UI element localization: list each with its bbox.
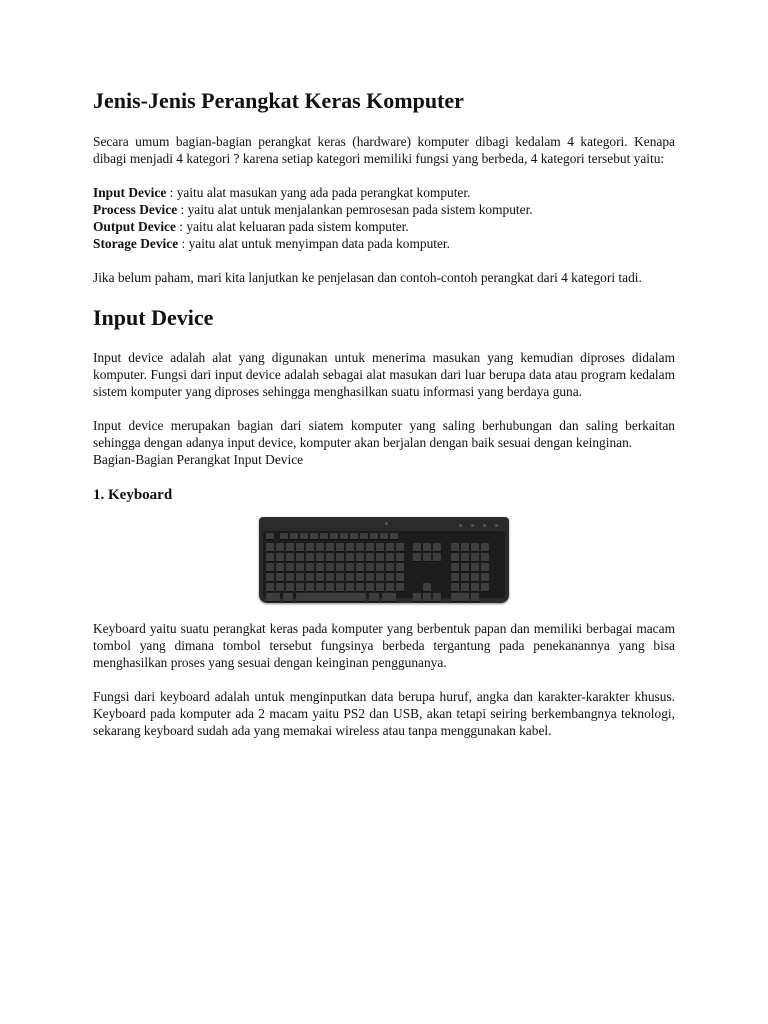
keyboard-key	[461, 573, 469, 582]
keyboard-key	[296, 593, 366, 602]
keyboard-key	[306, 573, 314, 582]
keyboard-key	[390, 533, 398, 540]
keyboard-key	[336, 563, 344, 572]
keyboard-key	[286, 563, 294, 572]
keyboard-key	[423, 543, 431, 552]
keyboard-key	[316, 573, 324, 582]
keyboard-paragraph-1: Keyboard yaitu suatu perangkat keras pada komputer yang berbentuk papan dan memiliki berbagai macam tombol yang dimana tombol tersebut fungsinya berbeda tergantung pada penekanannya yang bisa menghasilkan proses yang sesuai dengan keinginan penggunanya.	[93, 621, 675, 670]
keyboard-key	[471, 543, 479, 552]
keyboard-image	[259, 517, 509, 603]
category-name: Storage Device	[93, 236, 179, 251]
keyboard-key	[451, 583, 459, 592]
keyboard-key	[320, 533, 328, 540]
keyboard-key	[423, 553, 431, 562]
keyboard-key	[396, 583, 404, 592]
keyboard-key	[306, 543, 314, 552]
keyboard-key	[366, 583, 374, 592]
keyboard-key	[286, 573, 294, 582]
input-device-parts-line: Bagian-Bagian Perangkat Input Device	[93, 452, 304, 467]
keyboard-key	[433, 593, 441, 602]
category-item	[93, 235, 675, 252]
keyboard-key	[451, 553, 459, 562]
keyboard-key	[461, 543, 469, 552]
keyboard-key	[283, 593, 293, 602]
keyboard-key	[386, 573, 394, 582]
keyboard-key	[471, 583, 479, 592]
keyboard-key	[300, 533, 308, 540]
keyboard-key	[356, 563, 364, 572]
section-heading-input-device: Input Device	[93, 305, 214, 330]
keyboard-key	[396, 573, 404, 582]
category-name: Input Device	[93, 185, 167, 200]
keyboard-key	[360, 533, 368, 540]
keyboard-key	[316, 553, 324, 562]
subheading-keyboard: 1. Keyboard	[93, 487, 173, 503]
keyboard-paragraph-2: Fungsi dari keyboard adalah untuk menginputkan data berupa huruf, angka dan karakter-karakter khusus. Keyboard pada komputer ada 2 macam yaitu PS2 dan USB, akan tetapi seiring berkembangnya teknologi, sekarang keyboard sudah ada yang memakai wireless atau tanpa menggunakan kabel.	[93, 689, 675, 738]
keyboard-key	[471, 573, 479, 582]
keyboard-key	[336, 573, 344, 582]
keyboard-key	[356, 553, 364, 562]
keyboard-key	[451, 543, 459, 552]
keyboard-key	[266, 533, 274, 540]
keyboard-key	[346, 573, 354, 582]
keyboard-key	[336, 543, 344, 552]
keyboard-key	[326, 583, 334, 592]
keyboard-key	[396, 553, 404, 562]
keyboard-key	[481, 543, 489, 552]
keyboard-key	[423, 593, 431, 602]
keyboard-key	[386, 563, 394, 572]
keyboard-key	[451, 593, 469, 602]
keyboard-key	[306, 563, 314, 572]
keyboard-key	[326, 553, 334, 562]
keyboard-key	[356, 573, 364, 582]
keyboard-key	[370, 533, 378, 540]
keyboard-key	[346, 583, 354, 592]
category-item	[93, 201, 675, 218]
category-desc: : yaitu alat untuk menyimpan data pada komputer.	[178, 236, 450, 251]
keyboard-key	[366, 573, 374, 582]
document-content	[93, 86, 675, 756]
keyboard-key	[451, 563, 459, 572]
followup-paragraph: Jika belum paham, mari kita lanjutkan ke penjelasan dan contoh-contoh perangkat dari 4 kategori tadi.	[93, 270, 642, 285]
keyboard-key	[276, 543, 284, 552]
keyboard-key	[369, 593, 379, 602]
keyboard-key	[336, 583, 344, 592]
keyboard-key	[286, 543, 294, 552]
keyboard-key	[296, 543, 304, 552]
input-device-paragraph-2: Input device merupakan bagian dari siatem komputer yang saling berhubungan dan saling berkaitan sehingga dengan adanya input device, komputer akan berjalan dengan baik sesuai dengan keinginan.	[93, 418, 675, 450]
keyboard-key	[382, 593, 396, 602]
category-name: Process Device	[93, 202, 178, 217]
keyboard-key	[356, 543, 364, 552]
keyboard-key	[386, 583, 394, 592]
keyboard-key	[413, 553, 421, 562]
keyboard-key	[356, 583, 364, 592]
keyboard-key	[386, 553, 394, 562]
keyboard-key	[471, 563, 479, 572]
category-item	[93, 184, 675, 201]
category-desc: : yaitu alat keluaran pada sistem komputer.	[175, 219, 409, 234]
input-device-paragraph-1: Input device adalah alat yang digunakan untuk menerima masukan yang kemudian diproses didalam komputer. Fungsi dari input device adalah sebagai alat masukan dari luar berupa data atau program kedalam sistem komputer yang diproses sehingga menghasilkan suatu informasi yang berdaya guna.	[93, 350, 675, 399]
keyboard-key	[481, 583, 489, 592]
keyboard-key	[296, 583, 304, 592]
keyboard-key	[471, 593, 479, 602]
keyboard-key	[310, 533, 318, 540]
keyboard-key	[376, 553, 384, 562]
keyboard-key	[366, 543, 374, 552]
keyboard-key	[290, 533, 298, 540]
keyboard-key	[266, 593, 280, 602]
keyboard-key	[326, 573, 334, 582]
keyboard-key	[326, 563, 334, 572]
keyboard-key	[336, 553, 344, 562]
keyboard-key	[276, 553, 284, 562]
keyboard-key	[276, 563, 284, 572]
keyboard-key	[340, 533, 348, 540]
keyboard-key	[366, 553, 374, 562]
keyboard-key	[481, 563, 489, 572]
keyboard-key	[266, 563, 274, 572]
keyboard-key	[276, 583, 284, 592]
keyboard-key	[296, 573, 304, 582]
keyboard-key	[286, 553, 294, 562]
keyboard-key	[461, 563, 469, 572]
keyboard-key	[296, 553, 304, 562]
keyboard-key	[396, 563, 404, 572]
page-title: Jenis-Jenis Perangkat Keras Komputer	[93, 88, 464, 113]
keyboard-key	[471, 553, 479, 562]
keyboard-key	[413, 543, 421, 552]
keyboard-key	[433, 553, 441, 562]
category-desc: : yaitu alat untuk menjalankan pemrosesan pada sistem komputer.	[177, 202, 533, 217]
keyboard-key	[326, 543, 334, 552]
keyboard-figure	[93, 517, 675, 603]
keyboard-key	[380, 533, 388, 540]
keyboard-key	[386, 543, 394, 552]
keyboard-key	[481, 553, 489, 562]
category-desc: : yaitu alat masukan yang ada pada perangkat komputer.	[166, 185, 471, 200]
keyboard-key	[461, 583, 469, 592]
keyboard-key	[376, 543, 384, 552]
category-item	[93, 218, 675, 235]
keyboard-key	[451, 573, 459, 582]
keyboard-key	[376, 573, 384, 582]
keyboard-key	[330, 533, 338, 540]
category-name: Output Device	[93, 219, 176, 234]
intro-paragraph: Secara umum bagian-bagian perangkat keras (hardware) komputer dibagi kedalam 4 kategori. Kenapa dibagi menjadi 4 kategori ? karena setiap kategori memiliki fungsi yang berbeda, 4 kategori tersebut yaitu:	[93, 134, 675, 166]
keyboard-key	[423, 583, 431, 592]
keyboard-key	[266, 583, 274, 592]
keyboard-key	[316, 563, 324, 572]
category-list	[93, 184, 675, 252]
keyboard-key	[350, 533, 358, 540]
keyboard-key	[266, 543, 274, 552]
keyboard-key	[316, 543, 324, 552]
keyboard-key	[433, 543, 441, 552]
keyboard-key	[266, 573, 274, 582]
keyboard-key	[461, 553, 469, 562]
keyboard-key	[346, 553, 354, 562]
keyboard-key	[316, 583, 324, 592]
keyboard-key	[296, 563, 304, 572]
keyboard-key	[376, 563, 384, 572]
keyboard-key	[396, 543, 404, 552]
keyboard-key	[266, 553, 274, 562]
keyboard-key	[280, 533, 288, 540]
keyboard-key	[346, 563, 354, 572]
keyboard-key	[346, 543, 354, 552]
keyboard-key	[306, 583, 314, 592]
keyboard-key	[276, 573, 284, 582]
keyboard-key	[306, 553, 314, 562]
keyboard-key	[413, 593, 421, 602]
keyboard-key	[481, 573, 489, 582]
keyboard-key	[286, 583, 294, 592]
keyboard-key	[376, 583, 384, 592]
keyboard-key	[366, 563, 374, 572]
